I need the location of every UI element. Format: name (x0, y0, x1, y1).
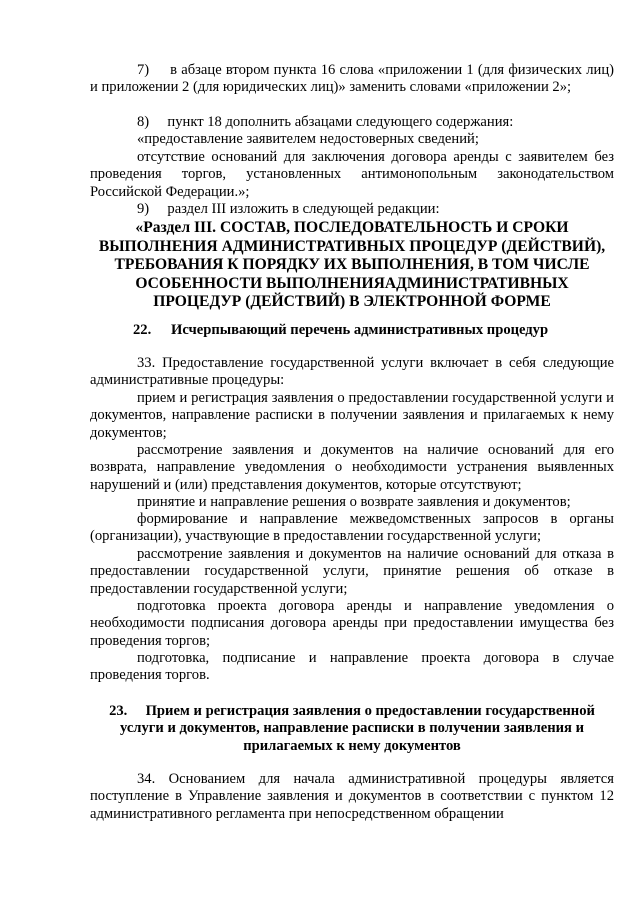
point-33-item: подготовка, подписание и направление проекта договора в случае проведения торгов. (90, 650, 614, 684)
point-33-item: рассмотрение заявления и документов на наличие оснований для его возврата, направление уведомления о необходимости устранения выявленных нарушений и (или) представления документов, которые отсутствуют; (90, 442, 614, 493)
point-33-item: подготовка проекта договора аренды и направление уведомления о необходимости подписания договора аренды при предоставлении имущества без проведения торгов; (90, 598, 614, 649)
point-33-intro: 33. Предоставление государственной услуги включает в себя следующие административные процедуры: (90, 355, 614, 389)
amendment-item-9: 9) раздел III изложить в следующей редакции: (137, 201, 440, 217)
amendment-item-7: 7) в абзаце втором пункта 16 слова «приложении 1 (для физических лиц) и приложении 2 (для юридических лиц)» заменить словами «приложении 2»; (90, 62, 614, 96)
subsection-22-heading (133, 322, 613, 339)
subsection-23-title: Прием и регистрация заявления о предоставлении государственной услуги и документов, направление расписки в получении заявления и прилагаемых к нему документов (119, 703, 595, 754)
subsection-22-number: 22. (133, 322, 152, 338)
subsection-23-heading (90, 703, 614, 755)
amendment-item-8: 8) пункт 18 дополнить абзацами следующего содержания: (137, 114, 514, 130)
subsection-22-title: Исчерпывающий перечень административных процедур (171, 322, 549, 338)
point-33-item: принятие и направление решения о возврате заявления и документов; (137, 494, 571, 510)
subsection-23-number: 23. (109, 703, 128, 719)
point-33-item: формирование и направление межведомственных запросов в органы (организации), участвующие в предоставлении государственной услуги; (90, 511, 614, 545)
section-heading: «Раздел III. СОСТАВ, ПОСЛЕДОВАТЕЛЬНОСТЬ И СРОКИ ВЫПОЛНЕНИЯ АДМИНИСТРАТИВНЫХ ПРОЦЕДУР (ДЕЙСТВИЙ), ТРЕБОВАНИЯ К ПОРЯДКУ ИХ ВЫПОЛНЕНИЯ, В ТОМ ЧИСЛЕ ОСОБЕННОСТИ ВЫПОЛНЕНИЯАДМИНИСТРАТИВНЫХ ПРОЦЕДУР (ДЕЙСТВИЙ) В ЭЛЕКТРОННОЙ ФОРМЕ (98, 219, 606, 311)
point-33-item: прием и регистрация заявления о предоставлении государственной услуги и документов, направление расписки в получении заявления и прилагаемых к нему документов; (90, 390, 614, 441)
point-34: 34. Основанием для начала административной процедуры является поступление в Управление заявления и документов в соответствии с пунктом 12 административного регламента при непосредственном обращении (90, 771, 614, 822)
amendment-item-8-paragraph-2: отсутствие оснований для заключения договора аренды с заявителем без проведения торгов, установленных антимонопольным законодательством Российской Федерации.»; (90, 149, 614, 200)
amendment-item-8-paragraph-1: «предоставление заявителем недостоверных сведений; (137, 131, 479, 147)
point-33-item: рассмотрение заявления и документов на наличие оснований для отказа в предоставлении государственной услуги, принятие решения об отказе в предоставлении государственной услуги; (90, 546, 614, 597)
